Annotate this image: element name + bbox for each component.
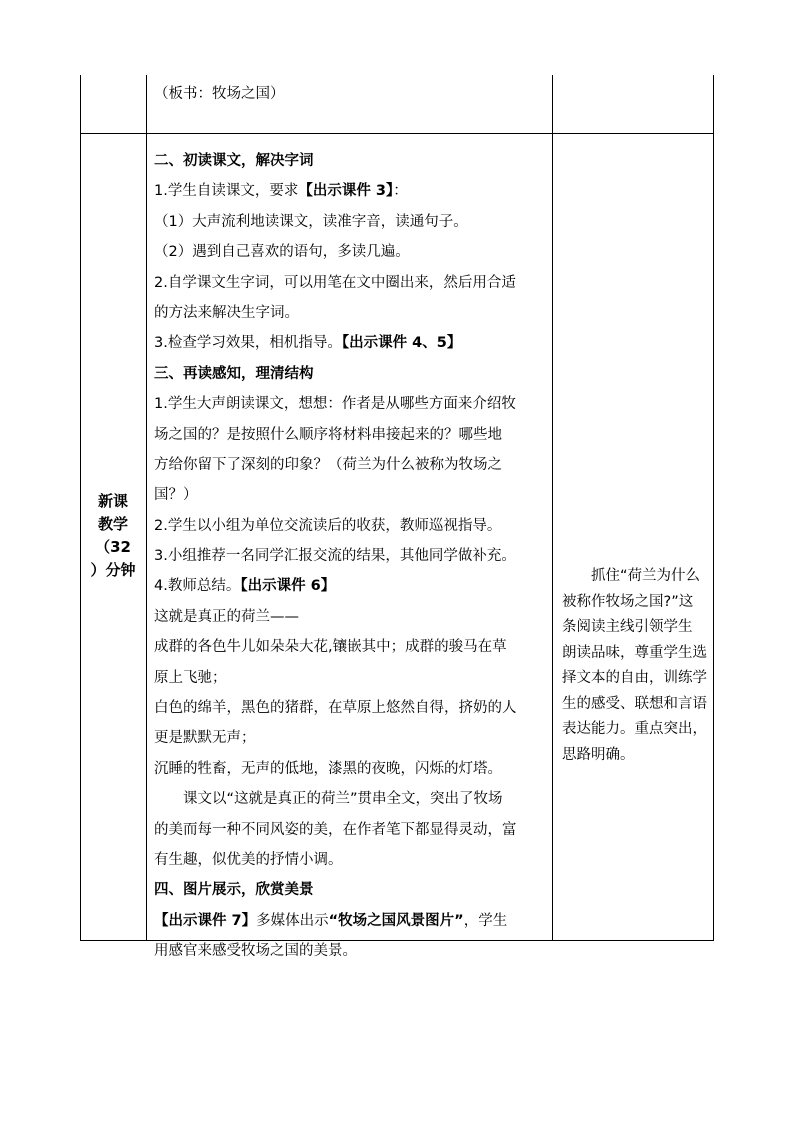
content-line	[154, 328, 550, 358]
content-line: 的方法来解决生字词。	[154, 304, 299, 321]
content-line: 成群的各色牛儿如朵朵大花,镶嵌其中；成群的骏马在草	[154, 639, 507, 656]
content-line: 四、图片展示，欣赏美景	[154, 882, 314, 899]
note-line: 被称作牧场之国?”这	[562, 593, 694, 610]
content-line: 1.学生大声朗读课文，想想：作者是从哪些方面来介绍牧	[154, 396, 516, 413]
board-note: （板书：牧场之国）	[154, 86, 285, 102]
content-line: 2.自学课文生字词，可以用笔在文中圈出来，然后用合适	[154, 274, 516, 291]
content-segment: 【出示课件 3】	[298, 183, 394, 200]
content-segment: “牧场之国风景图片”	[328, 912, 464, 929]
content-line: 方给你留下了深刻的印象？（荷兰为什么被称为牧场之	[154, 456, 502, 473]
content-line: 3.小组推荐一名同学汇报交流的结果，其他同学做补充。	[154, 548, 516, 565]
note-line: 择文本的自由，训练学	[562, 670, 707, 686]
content-line: （1）大声流利地读课文，读准字音，读通句子。	[154, 213, 468, 230]
content-line: 这就是真正的荷兰——	[154, 608, 299, 625]
content-segment: 4.教师总结。	[154, 578, 241, 595]
content-segment: 【出示课件 7】	[154, 912, 257, 929]
content-segment: 【出示课件 4、5】	[341, 335, 462, 352]
content-segment: 3.检查学习效果，相机指导。	[154, 335, 342, 352]
content-line: 国？）	[154, 487, 198, 504]
section-label-line: 新课	[97, 492, 128, 510]
teaching-note	[562, 564, 708, 768]
content-segment: 多媒体出示	[256, 912, 329, 929]
content-line: 三、再读感知，理清结构	[154, 365, 314, 382]
note-line: 生的感受、联想和言语	[562, 695, 707, 712]
content-line: 二、初读课文，解决字词	[154, 153, 314, 169]
content-line	[154, 176, 550, 206]
content-line: 更是默默无声；	[154, 730, 256, 747]
table-border-right	[713, 75, 714, 941]
content-line: 白色的绵羊，黑色的猪群，在草原上悠然自得，挤奶的人	[154, 700, 517, 717]
content-line	[154, 571, 550, 601]
section-label-line: ）分钟	[90, 561, 136, 579]
note-line: 朗读品味，尊重学生选	[562, 644, 707, 661]
section-label-line: 教学	[97, 515, 128, 533]
table-row-divider	[80, 133, 714, 134]
content-line: 课文以“这就是真正的荷兰”贯串全文，突出了牧场	[183, 791, 503, 808]
content-line: 用感官来感受牧场之国的美景。	[154, 943, 357, 960]
content-segment: 【出示课件 6】	[240, 578, 336, 595]
table-divider-label	[146, 75, 147, 941]
table-divider-note	[552, 75, 553, 941]
note-line: 表达能力。重点突出，	[562, 721, 707, 737]
content-segment: ：	[393, 183, 408, 200]
section-label-line: （32	[95, 538, 131, 556]
content-line: （2）遇到自己喜欢的语句，多读几遍。	[154, 244, 410, 261]
content-line: 场之国的？是按照什么顺序将材料串接起来的？哪些地	[154, 426, 502, 443]
content-segment: 1.学生自读课文，要求	[154, 183, 299, 200]
content-line: 原上飞驰；	[154, 669, 227, 686]
content-segment: ，学生	[463, 912, 508, 929]
content-line	[154, 906, 550, 936]
lesson-content	[154, 146, 550, 967]
note-line: 条阅读主线引领学生	[562, 619, 693, 635]
note-line: 抓住“荷兰为什么	[562, 568, 701, 584]
content-line: 2.学生以小组为单位交流读后的收获，教师巡视指导。	[154, 517, 502, 534]
content-line: 的美而每一种不同风姿的美，在作者笔下都显得灵动，富	[154, 821, 517, 838]
section-label	[80, 490, 146, 582]
note-line: 思路明确。	[562, 746, 635, 763]
content-line: 沉睡的牲畜，无声的低地，漆黑的夜晚，闪烁的灯塔。	[154, 760, 502, 777]
content-line: 有生趣，似优美的抒情小调。	[154, 851, 343, 868]
